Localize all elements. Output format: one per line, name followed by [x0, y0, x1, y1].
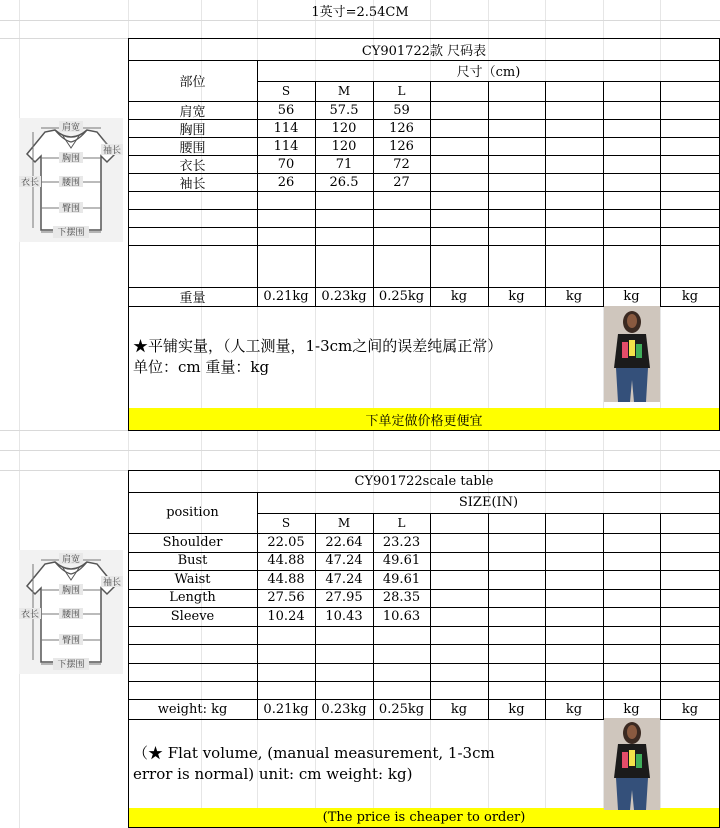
size-header-cell: S — [281, 84, 291, 98]
diagram-label-hip: 臀围 — [61, 636, 81, 646]
diagram-label-bust: 胸围 — [61, 154, 81, 164]
weight-cell: 0.25kg — [378, 701, 425, 717]
table-row-label: Length — [169, 590, 216, 606]
table-rule — [660, 513, 661, 719]
table-cell: 26.5 — [329, 174, 359, 190]
diagram-label-sleeve: 袖长 — [102, 146, 122, 156]
table-cell: 22.64 — [325, 534, 363, 550]
diagram-label-length: 衣长 — [20, 178, 40, 188]
table-cell: 126 — [389, 120, 414, 136]
column-header-position: position — [166, 505, 219, 520]
diagram-label-bust: 胸围 — [61, 586, 81, 596]
table-row-label: Sleeve — [170, 608, 215, 624]
table-cell: 126 — [389, 138, 414, 154]
table-cell: 71 — [335, 156, 353, 172]
price-banner: (The price is cheaper to order) — [129, 808, 719, 827]
table-row-label: 肩宽 — [179, 104, 206, 120]
table-cell: 22.05 — [267, 534, 305, 550]
size-header-cell: L — [397, 84, 406, 98]
weight-cell: kg — [508, 289, 525, 304]
table-cell: 27 — [393, 174, 410, 190]
weight-label: weight: kg — [157, 701, 228, 717]
table-cell: 49.61 — [382, 553, 421, 569]
table-rule — [488, 513, 489, 719]
table-rule — [545, 513, 546, 719]
weight-cell: kg — [623, 701, 640, 717]
table-cell: 114 — [273, 138, 299, 154]
weight-cell: kg — [681, 701, 699, 717]
table-rule — [128, 227, 720, 228]
size-header-cell: M — [337, 516, 351, 530]
weight-cell: 0.25kg — [378, 289, 425, 304]
weight-cell: kg — [623, 289, 640, 304]
diagram-label-shoulder: 肩宽 — [61, 123, 81, 133]
table-row-label: 衣长 — [179, 158, 206, 174]
table-row-label: 胸围 — [179, 122, 206, 138]
table-rule — [603, 81, 604, 306]
weight-cell: 0.21kg — [263, 289, 309, 304]
table-row-label: Bust — [177, 553, 208, 569]
weight-cell: kg — [508, 701, 525, 717]
table-cell: 114 — [273, 120, 299, 136]
table-rule — [128, 663, 720, 664]
weight-cell: kg — [450, 701, 468, 717]
model-photo — [604, 718, 660, 810]
measurement-note-line2: error is normal) unit: cm weight: kg) — [133, 765, 413, 783]
size-header-cell: S — [281, 516, 291, 530]
weight-cell: 0.23kg — [321, 289, 367, 304]
table-cell: 23.23 — [382, 534, 421, 550]
table-row-label: 袖长 — [179, 176, 206, 192]
diagram-label-waist: 腰围 — [61, 610, 81, 620]
measurement-note-line1: ★平铺实量，（人工测量，1-3cm之间的误差纯属正常） — [133, 337, 503, 355]
weight-cell: kg — [565, 289, 583, 304]
diagram-label-hem: 下摆围 — [57, 660, 85, 670]
table-rule — [128, 644, 720, 645]
diagram-label-length: 衣长 — [20, 610, 40, 620]
garment-diagram-cm — [19, 118, 123, 242]
garment-diagram-inch — [19, 550, 123, 674]
table-rule — [128, 191, 720, 192]
table-row-label: Waist — [174, 571, 211, 587]
table-cell: 120 — [331, 138, 357, 154]
table-cell: 26 — [277, 174, 295, 190]
table-cell: 47.24 — [325, 571, 363, 587]
table-cell: 120 — [331, 120, 357, 136]
weight-cell: 0.21kg — [263, 701, 309, 717]
table-rule — [128, 681, 720, 682]
measurement-note-line2: 单位：cm 重量：kg — [133, 358, 270, 376]
measurement-note-line1: （★ Flat volume, (manual measurement, 1-3cm — [133, 744, 495, 762]
table-title: CY901722款 尺码表 — [361, 43, 487, 59]
table-rule — [128, 245, 720, 246]
measurement-note — [133, 743, 495, 785]
unit-conversion-note: 1英寸=2.54CM — [311, 4, 409, 20]
table-title: CY901722scale table — [354, 473, 494, 489]
table-cell: 56 — [277, 102, 295, 118]
weight-cell: 0.23kg — [321, 701, 367, 717]
diagram-label-sleeve: 袖长 — [102, 578, 122, 588]
table-cell: 27.56 — [267, 590, 305, 606]
table-cell: 70 — [277, 156, 295, 172]
size-header-cell: M — [337, 84, 351, 98]
size-header-cell: L — [397, 516, 406, 530]
diagram-label-waist: 腰围 — [61, 178, 81, 188]
table-rule — [488, 81, 489, 306]
table-cell: 10.43 — [325, 608, 363, 624]
weight-label: 重量 — [179, 291, 206, 306]
table-rule — [128, 209, 720, 210]
table-cell: 27.95 — [325, 590, 363, 606]
column-header-size: SIZE(IN) — [458, 495, 519, 510]
weight-cell: kg — [450, 289, 468, 304]
table-cell: 44.88 — [267, 571, 305, 587]
table-cell: 59 — [393, 102, 410, 118]
diagram-label-hip: 臀围 — [61, 204, 81, 214]
weight-cell: kg — [565, 701, 583, 717]
table-row-label: Shoulder — [162, 534, 223, 550]
column-header-position: 部位 — [179, 75, 206, 90]
table-row-label: 腰围 — [179, 140, 206, 156]
table-cell: 10.63 — [382, 608, 421, 624]
measurement-note — [133, 336, 502, 378]
table-rule — [603, 513, 604, 719]
diagram-label-hem: 下摆围 — [57, 228, 85, 238]
table-cell: 49.61 — [382, 571, 421, 587]
table-rule — [430, 81, 431, 306]
price-banner: 下单定做价格更便宜 — [129, 408, 719, 430]
table-rule — [128, 430, 720, 431]
weight-cell: kg — [681, 289, 699, 304]
table-cell: 57.5 — [329, 102, 359, 118]
model-photo — [604, 306, 660, 402]
table-rule — [545, 81, 546, 306]
table-rule — [128, 626, 720, 627]
table-cell: 47.24 — [325, 553, 363, 569]
column-header-size: 尺寸（cm) — [456, 65, 521, 80]
table-cell: 10.24 — [267, 608, 305, 624]
table-rule — [660, 81, 661, 306]
table-rule — [430, 513, 431, 719]
table-cell: 44.88 — [267, 553, 305, 569]
diagram-label-shoulder: 肩宽 — [61, 555, 81, 565]
table-cell: 72 — [393, 156, 410, 172]
table-cell: 28.35 — [382, 590, 421, 606]
